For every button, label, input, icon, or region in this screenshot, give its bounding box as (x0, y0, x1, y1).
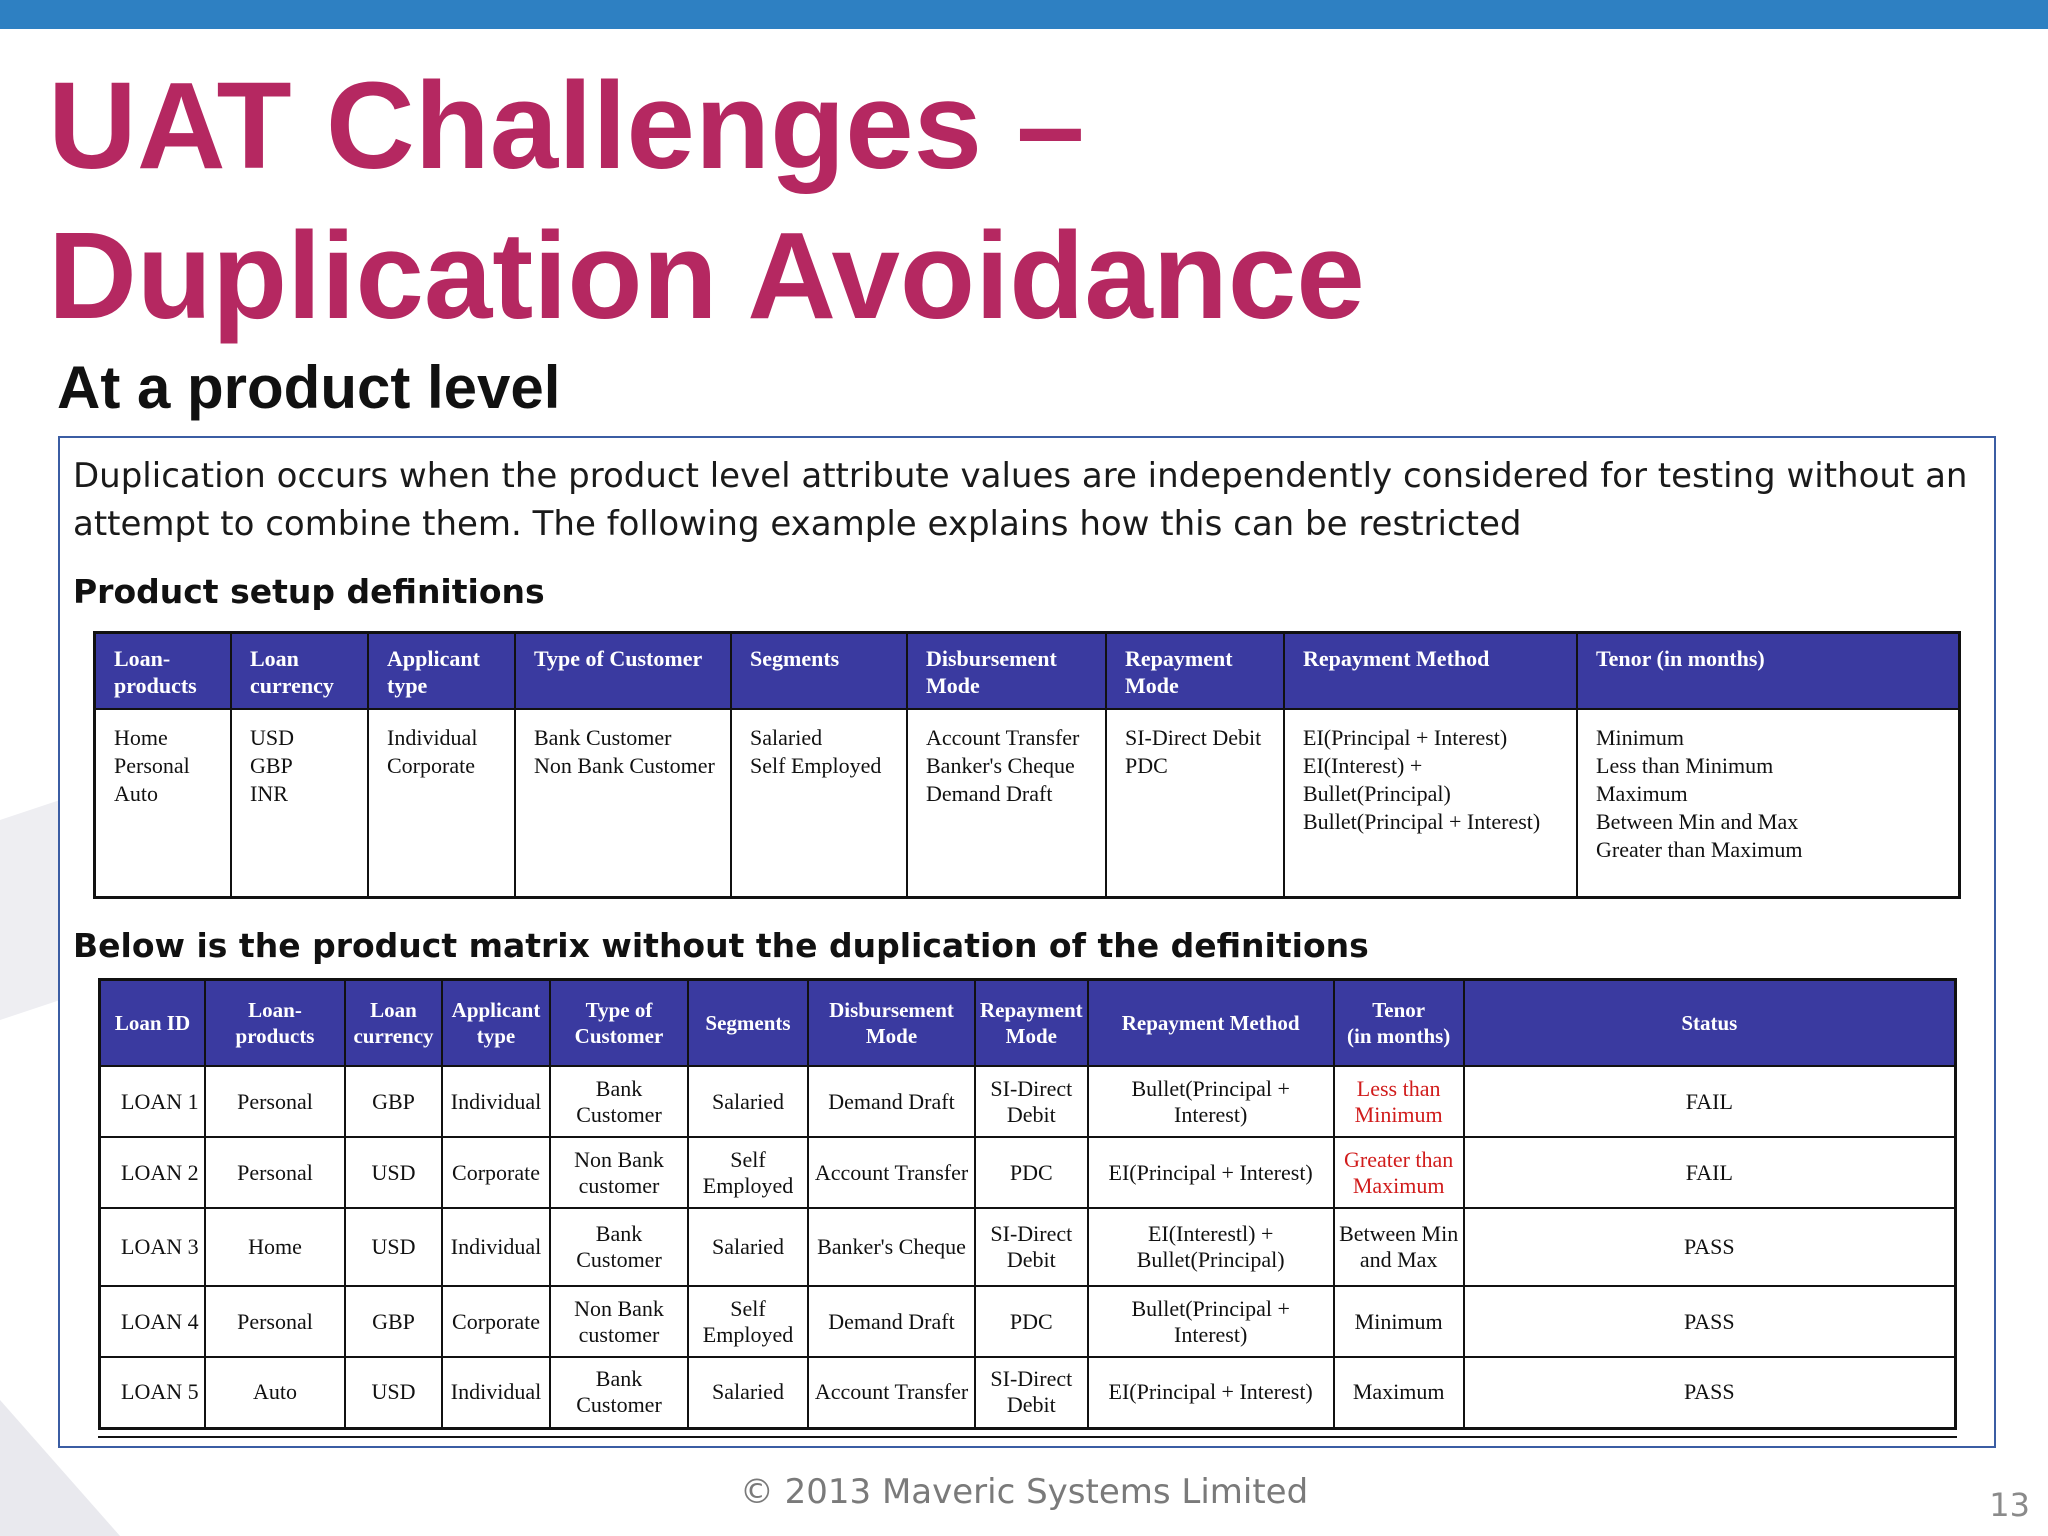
matrix-cell: LOAN 5 (100, 1357, 206, 1428)
setup-header-cell: Repayment Method (1284, 633, 1577, 710)
intro-paragraph: Duplication occurs when the product level attribute values are independently considered for testing without an attempt to combine them. The following example explains how this can be restricted (73, 456, 1968, 544)
matrix-body (100, 1066, 1956, 1428)
matrix-cell: GBP (345, 1286, 442, 1357)
matrix-header-cell: Applicant type (442, 980, 550, 1067)
matrix-cell: Individual (442, 1357, 550, 1428)
matrix-cell: Salaried (688, 1208, 808, 1286)
matrix-header-cell: Loan ID (100, 980, 206, 1067)
matrix-header-cell: Repayment Method (1088, 980, 1334, 1067)
matrix-cell: Banker's Cheque (808, 1208, 975, 1286)
slide-title-line2: Duplication Avoidance (48, 208, 1365, 345)
matrix-header-cell: Segments (688, 980, 808, 1067)
setup-header-cell: Loan- products (95, 633, 232, 710)
matrix-cell: Less than Minimum (1334, 1066, 1464, 1137)
matrix-cell: USD (345, 1357, 442, 1428)
matrix-cell: FAIL (1464, 1066, 1956, 1137)
setup-cell: Individual Corporate (368, 709, 515, 898)
matrix-row (100, 1286, 1956, 1357)
copyright-footer: © 2013 Maveric Systems Limited (739, 1472, 1309, 1512)
matrix-cell: Individual (442, 1208, 550, 1286)
matrix-cell: Salaried (688, 1357, 808, 1428)
matrix-cell: SI-Direct Debit (975, 1208, 1088, 1286)
setup-cell: USD GBP INR (231, 709, 368, 898)
product-setup-table (93, 631, 1961, 899)
matrix-cell: EI(Principal + Interest) (1088, 1137, 1334, 1208)
matrix-cell: SI-Direct Debit (975, 1066, 1088, 1137)
matrix-cell: LOAN 1 (100, 1066, 206, 1137)
matrix-cell: PDC (975, 1137, 1088, 1208)
matrix-cell: USD (345, 1137, 442, 1208)
matrix-cell: PASS (1464, 1286, 1956, 1357)
matrix-cell: Personal (205, 1286, 345, 1357)
matrix-cell: USD (345, 1208, 442, 1286)
table-bottom-rule (98, 1436, 1957, 1438)
setup-heading: Product setup definitions (73, 572, 545, 611)
setup-cell: Account Transfer Banker's Cheque Demand Draft (907, 709, 1106, 898)
setup-cell: SI-Direct Debit PDC (1106, 709, 1284, 898)
matrix-cell: Greater than Maximum (1334, 1137, 1464, 1208)
setup-header-cell: Loan currency (231, 633, 368, 710)
matrix-cell: EI(Principal + Interest) (1088, 1357, 1334, 1428)
matrix-cell: GBP (345, 1066, 442, 1137)
setup-cell: EI(Principal + Interest) EI(Interest) + Bullet(Principal) Bullet(Principal + Interest) (1284, 709, 1577, 898)
matrix-cell: FAIL (1464, 1137, 1956, 1208)
matrix-header-cell: Repayment Mode (975, 980, 1088, 1067)
matrix-header-cell: Tenor (in months) (1334, 980, 1464, 1067)
slide-title (48, 52, 1365, 352)
matrix-header-row (100, 980, 1956, 1067)
matrix-cell: Account Transfer (808, 1137, 975, 1208)
matrix-cell: Bullet(Principal + Interest) (1088, 1286, 1334, 1357)
matrix-header-cell: Type of Customer (550, 980, 688, 1067)
setup-header-cell: Segments (731, 633, 907, 710)
matrix-header-cell: Status (1464, 980, 1956, 1067)
matrix-cell: Bank Customer (550, 1357, 688, 1428)
matrix-cell: Demand Draft (808, 1286, 975, 1357)
matrix-cell: Self Employed (688, 1137, 808, 1208)
setup-cell: Bank Customer Non Bank Customer (515, 709, 731, 898)
matrix-cell: Bank Customer (550, 1066, 688, 1137)
matrix-header-cell: Loan currency (345, 980, 442, 1067)
matrix-row (100, 1208, 1956, 1286)
matrix-cell: Corporate (442, 1137, 550, 1208)
matrix-cell: PASS (1464, 1357, 1956, 1428)
matrix-cell: Between Min and Max (1334, 1208, 1464, 1286)
setup-header-cell: Applicant type (368, 633, 515, 710)
matrix-cell: LOAN 2 (100, 1137, 206, 1208)
setup-cell: Home Personal Auto (95, 709, 232, 898)
matrix-header-cell: Disbursement Mode (808, 980, 975, 1067)
matrix-cell: Personal (205, 1066, 345, 1137)
matrix-row (100, 1357, 1956, 1428)
matrix-cell: Auto (205, 1357, 345, 1428)
product-matrix-table (98, 978, 1957, 1430)
matrix-cell: PDC (975, 1286, 1088, 1357)
slide-subtitle: At a product level (57, 354, 561, 421)
matrix-cell: EI(Interestl) + Bullet(Principal) (1088, 1208, 1334, 1286)
slide-title-line1: UAT Challenges – (48, 58, 1085, 195)
matrix-cell: Demand Draft (808, 1066, 975, 1137)
page-number: 13 (1989, 1486, 2030, 1524)
matrix-cell: Non Bank customer (550, 1137, 688, 1208)
matrix-cell: LOAN 4 (100, 1286, 206, 1357)
setup-header-cell: Tenor (in months) (1577, 633, 1960, 710)
matrix-cell: Bank Customer (550, 1208, 688, 1286)
matrix-cell: Personal (205, 1137, 345, 1208)
matrix-cell: Individual (442, 1066, 550, 1137)
setup-header-cell: Disbursement Mode (907, 633, 1106, 710)
matrix-cell: SI-Direct Debit (975, 1357, 1088, 1428)
setup-header-cell: Type of Customer (515, 633, 731, 710)
matrix-header-cell: Loan-products (205, 980, 345, 1067)
setup-cell: Minimum Less than Minimum Maximum Between Min and Max Greater than Maximum (1577, 709, 1960, 898)
matrix-cell: Self Employed (688, 1286, 808, 1357)
matrix-row (100, 1066, 1956, 1137)
matrix-cell: PASS (1464, 1208, 1956, 1286)
matrix-cell: Non Bank customer (550, 1286, 688, 1357)
matrix-cell: Maximum (1334, 1357, 1464, 1428)
matrix-cell: LOAN 3 (100, 1208, 206, 1286)
setup-header-cell: Repayment Mode (1106, 633, 1284, 710)
setup-header-row (95, 633, 1960, 710)
matrix-cell: Salaried (688, 1066, 808, 1137)
setup-values-row (95, 709, 1960, 898)
setup-cell: Salaried Self Employed (731, 709, 907, 898)
matrix-cell: Home (205, 1208, 345, 1286)
matrix-cell: Account Transfer (808, 1357, 975, 1428)
matrix-cell: Bullet(Principal + Interest) (1088, 1066, 1334, 1137)
matrix-heading: Below is the product matrix without the duplication of the definitions (73, 926, 1369, 965)
matrix-cell: Minimum (1334, 1286, 1464, 1357)
matrix-cell: Corporate (442, 1286, 550, 1357)
matrix-row (100, 1137, 1956, 1208)
